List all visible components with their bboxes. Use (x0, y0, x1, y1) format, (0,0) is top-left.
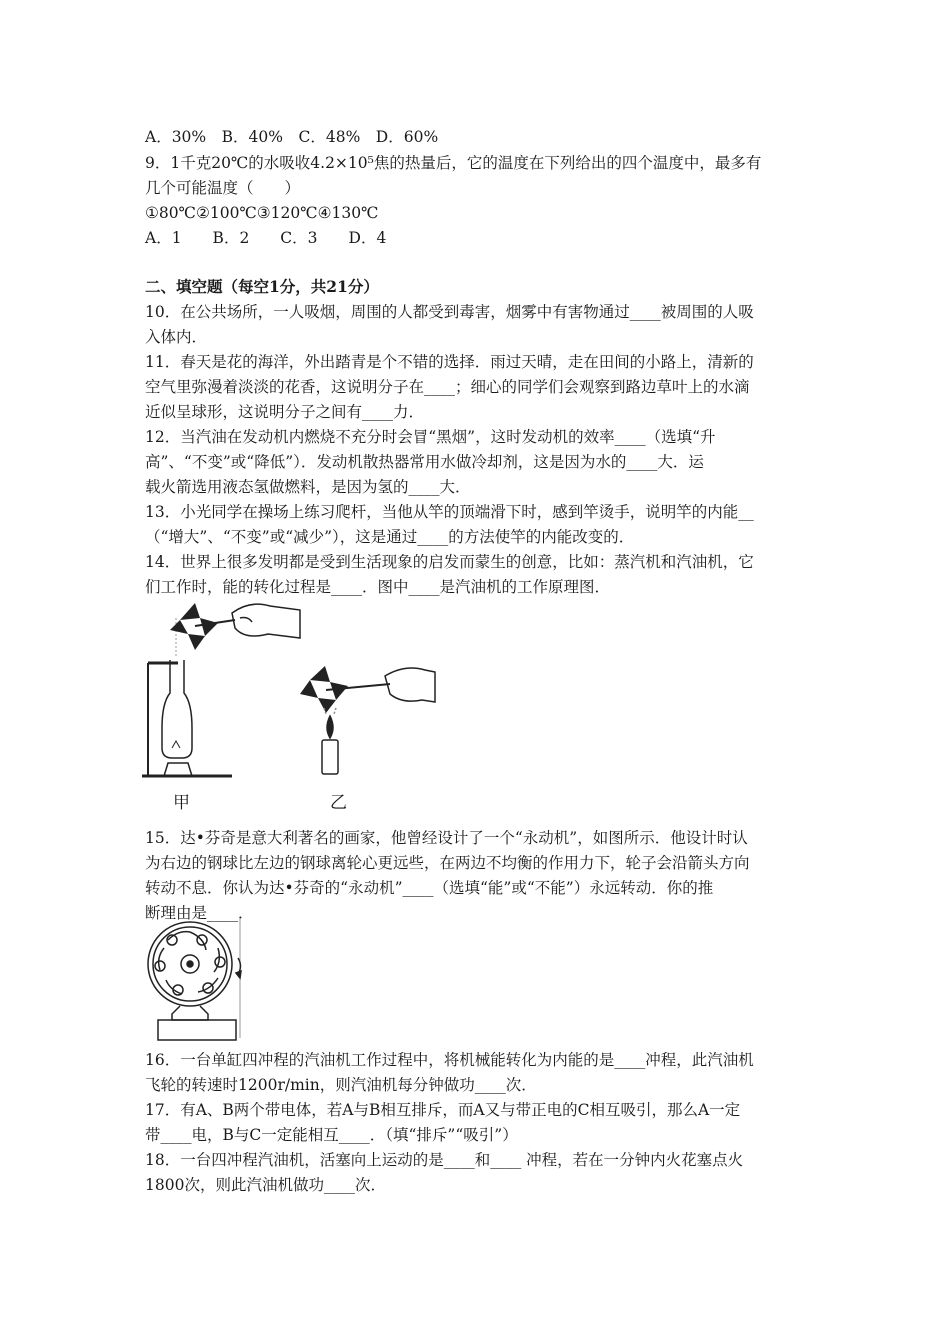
q12-line3: 载火箭选用液态氢做燃料，是因为氢的____大． (145, 478, 471, 496)
q9-stem-line1: 9．1千克20℃的水吸收4.2×10⁵焦的热量后，它的温度在下列给出的四个温度中，最多有 (145, 154, 762, 172)
perpetual-motion-wheel (142, 918, 246, 1042)
label-yi: 乙 (330, 793, 347, 813)
q15-line2: 为右边的钢球比左边的钢球离轮心更远些，在两边不均衡的作用力下，轮子会沿箭头方向 (145, 854, 750, 872)
pinwheel-left (170, 603, 235, 650)
q17-line1: 17．有A、B两个带电体，若A与B相互排斥，而A又与带正电的C相互吸引，那么A一定 (145, 1101, 741, 1119)
label-jia: 甲 (173, 793, 190, 813)
hand-right (385, 668, 435, 702)
q11-line1: 11．春天是花的海洋，外出踏青是个不错的选择．雨过天晴，走在田间的小路上，清新的 (145, 353, 754, 371)
q10-line2: 入体内． (145, 328, 208, 346)
pinwheel-right (300, 666, 390, 713)
q16-line1: 16．一台单缸四冲程的汽油机工作过程中，将机械能转化为内能的是____冲程，此汽油机 (145, 1051, 754, 1069)
q14-line2: 们工作时，能的转化过程是____．图中____是汽油机的工作原理图． (145, 578, 611, 596)
hand-left (232, 604, 300, 638)
q18-line1: 18．一台四冲程汽油机，活塞向上运动的是____和____ 冲程，若在一分钟内火花塞点火 (145, 1151, 744, 1169)
q12-line1: 12．当汽油在发动机内燃烧不充分时会冒“黑烟”，这时发动机的效率____（选填“升 (145, 428, 716, 446)
q11-line2: 空气里弥漫着淡淡的花香，这说明分子在____；细心的同学们会观察到路边草叶上的水滴 (145, 378, 750, 396)
section-heading: 二、填空题（每空1分，共21分） (145, 277, 379, 296)
q9-options: A．1 B．2 C．3 D．4 (145, 229, 387, 247)
q11-line3: 近似呈球形，这说明分子之间有____力． (145, 403, 425, 421)
pinwheel-figure (140, 598, 440, 780)
q14-line1: 14．世界上很多发明都是受到生活现象的启发而蒙生的创意，比如：蒸汽机和汽油机，它 (145, 553, 754, 571)
q12-line2: 高”、“不变”或“降低”）．发动机散热器常用水做冷却剂，这是因为水的____大．运 (145, 453, 704, 471)
q9-stem-line2: 几个可能温度（ ） (145, 179, 301, 197)
q10-line1: 10．在公共场所，一人吸烟，周围的人都受到毒害，烟雾中有害物通过____被周围的人吸 (145, 303, 754, 321)
q8-options: A．30% B．40% C．48% D．60% (145, 128, 439, 146)
candle (322, 708, 338, 774)
q15-line4: 断理由是____． (145, 904, 254, 922)
q15-line1: 15．达•芬奇是意大利著名的画家，他曾经设计了一个“永动机”，如图所示．他设计时认 (145, 829, 748, 847)
q15-line3: 转动不息．你认为达•芬奇的“永动机”____（选填“能”或“不能”）永远转动．你的推 (145, 879, 714, 897)
stand-with-flask (142, 618, 232, 776)
q18-line2: 1800次，则此汽油机做功____次． (145, 1176, 386, 1194)
q9-choices: ①80℃②100℃③120℃④130℃ (145, 204, 379, 222)
q17-line2: 带____电，B与C一定能相互____．（填“排斥”“吸引”） (145, 1126, 518, 1144)
q13-line1: 13．小光同学在操场上练习爬杆，当他从竿的顶端滑下时，感到竿烫手，说明竿的内能__ (145, 503, 754, 521)
q13-line2: （“增大”、“不变”或“减少”），这是通过____的方法使竿的内能改变的． (145, 528, 635, 546)
q16-line2: 飞轮的转速时1200r/min，则汽油机每分钟做功____次． (145, 1076, 537, 1094)
